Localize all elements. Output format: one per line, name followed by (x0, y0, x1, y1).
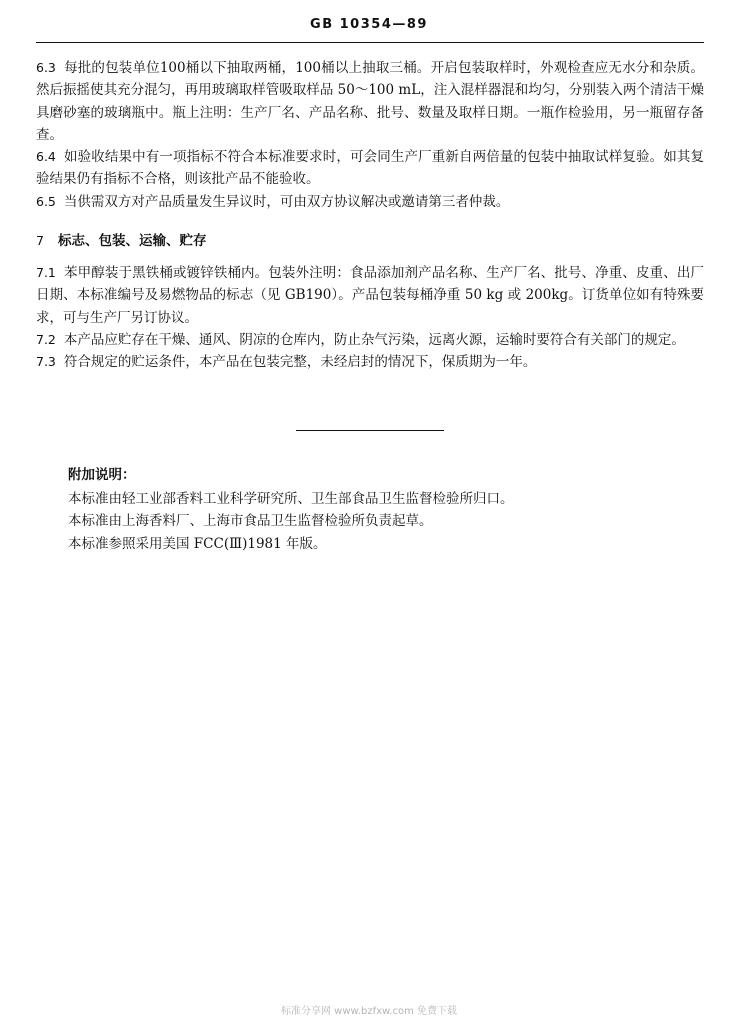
clause-number: 7.1 (36, 265, 56, 280)
header-divider (36, 42, 704, 43)
clause-6-5 (36, 191, 704, 213)
notes-line: 本标准由上海香料厂、上海市食品卫生监督检验所负责起草。 (68, 513, 433, 529)
clause-7-2 (36, 329, 704, 351)
notes-line: 本标准由轻工业部香料工业科学研究所、卫生部食品卫生监督检验所归口。 (68, 490, 514, 507)
notes-line: 本标准参照采用美国 FCC(Ⅲ)1981 年版。 (68, 535, 327, 552)
clause-number: 7.3 (36, 354, 56, 370)
clause-text: 当供需双方对产品质量发生异议时，可由双方协议解决或邀请第三者仲裁。 (63, 193, 510, 210)
footer-watermark: 标准分享网 www.bzfxw.com 免费下载 (281, 1006, 457, 1017)
clause-text: 如验收结果中有一项指标不符合本标准要求时，可会同生产厂重新自两倍量的包装中抽取试样复验。如其复验结果仍有指标不合格，则该批产品不能验收。 (36, 149, 704, 188)
section-7-body (36, 262, 704, 373)
section-6-body (36, 57, 704, 213)
clause-7-3 (36, 351, 704, 373)
section-7-heading (36, 229, 206, 249)
end-of-text-rule (296, 430, 444, 431)
clause-number: 6.5 (36, 193, 56, 209)
clause-6-4 (36, 146, 704, 191)
clause-number: 7.2 (36, 331, 56, 347)
clause-number: 6.4 (36, 149, 56, 165)
clause-6-3 (36, 57, 704, 146)
standard-code-header: GB 10354—89 (310, 17, 428, 32)
clause-number: 6.3 (36, 60, 56, 75)
clause-text: 苯甲醇装于黑铁桶或镀锌铁桶内。包装外注明：食品添加剂产品名称、生产厂名、批号、净重、皮重、出厂日期、本标准编号及易燃物品的标志（见 GB190）。产品包装每桶净重 50 kg 或 200kg。订货单位如有特殊要求，可与生产厂另订协议。 (36, 265, 704, 326)
section-number: 7 (36, 233, 44, 248)
section-title: 标志、包装、运输、贮存 (57, 233, 207, 249)
notes-title: 附加说明： (68, 467, 136, 483)
clause-text: 符合规定的贮运条件，本产品在包装完整，未经启封的情况下，保质期为一年。 (63, 354, 537, 371)
clause-text: 每批的包装单位100桶以下抽取两桶，100桶以上抽取三桶。开启包装取样时，外观检查应无水分和杂质。然后振摇使其充分混匀，再用玻璃取样管吸取样品 50～100 mL，注入混样器混和均匀，分别装入两个清洁干燥具磨砂塞的玻璃瓶中。瓶上注明：生产厂名、产品名称、批号、数量及取样日期。一瓶作检验用，另一瓶留存备查。 (36, 60, 704, 143)
additional-notes (68, 464, 514, 555)
clause-text: 本产品应贮存在干燥、通风、阴凉的仓库内，防止杂气污染，远离火源，运输时要符合有关部门的规定。 (63, 331, 685, 348)
clause-7-1 (36, 262, 704, 329)
